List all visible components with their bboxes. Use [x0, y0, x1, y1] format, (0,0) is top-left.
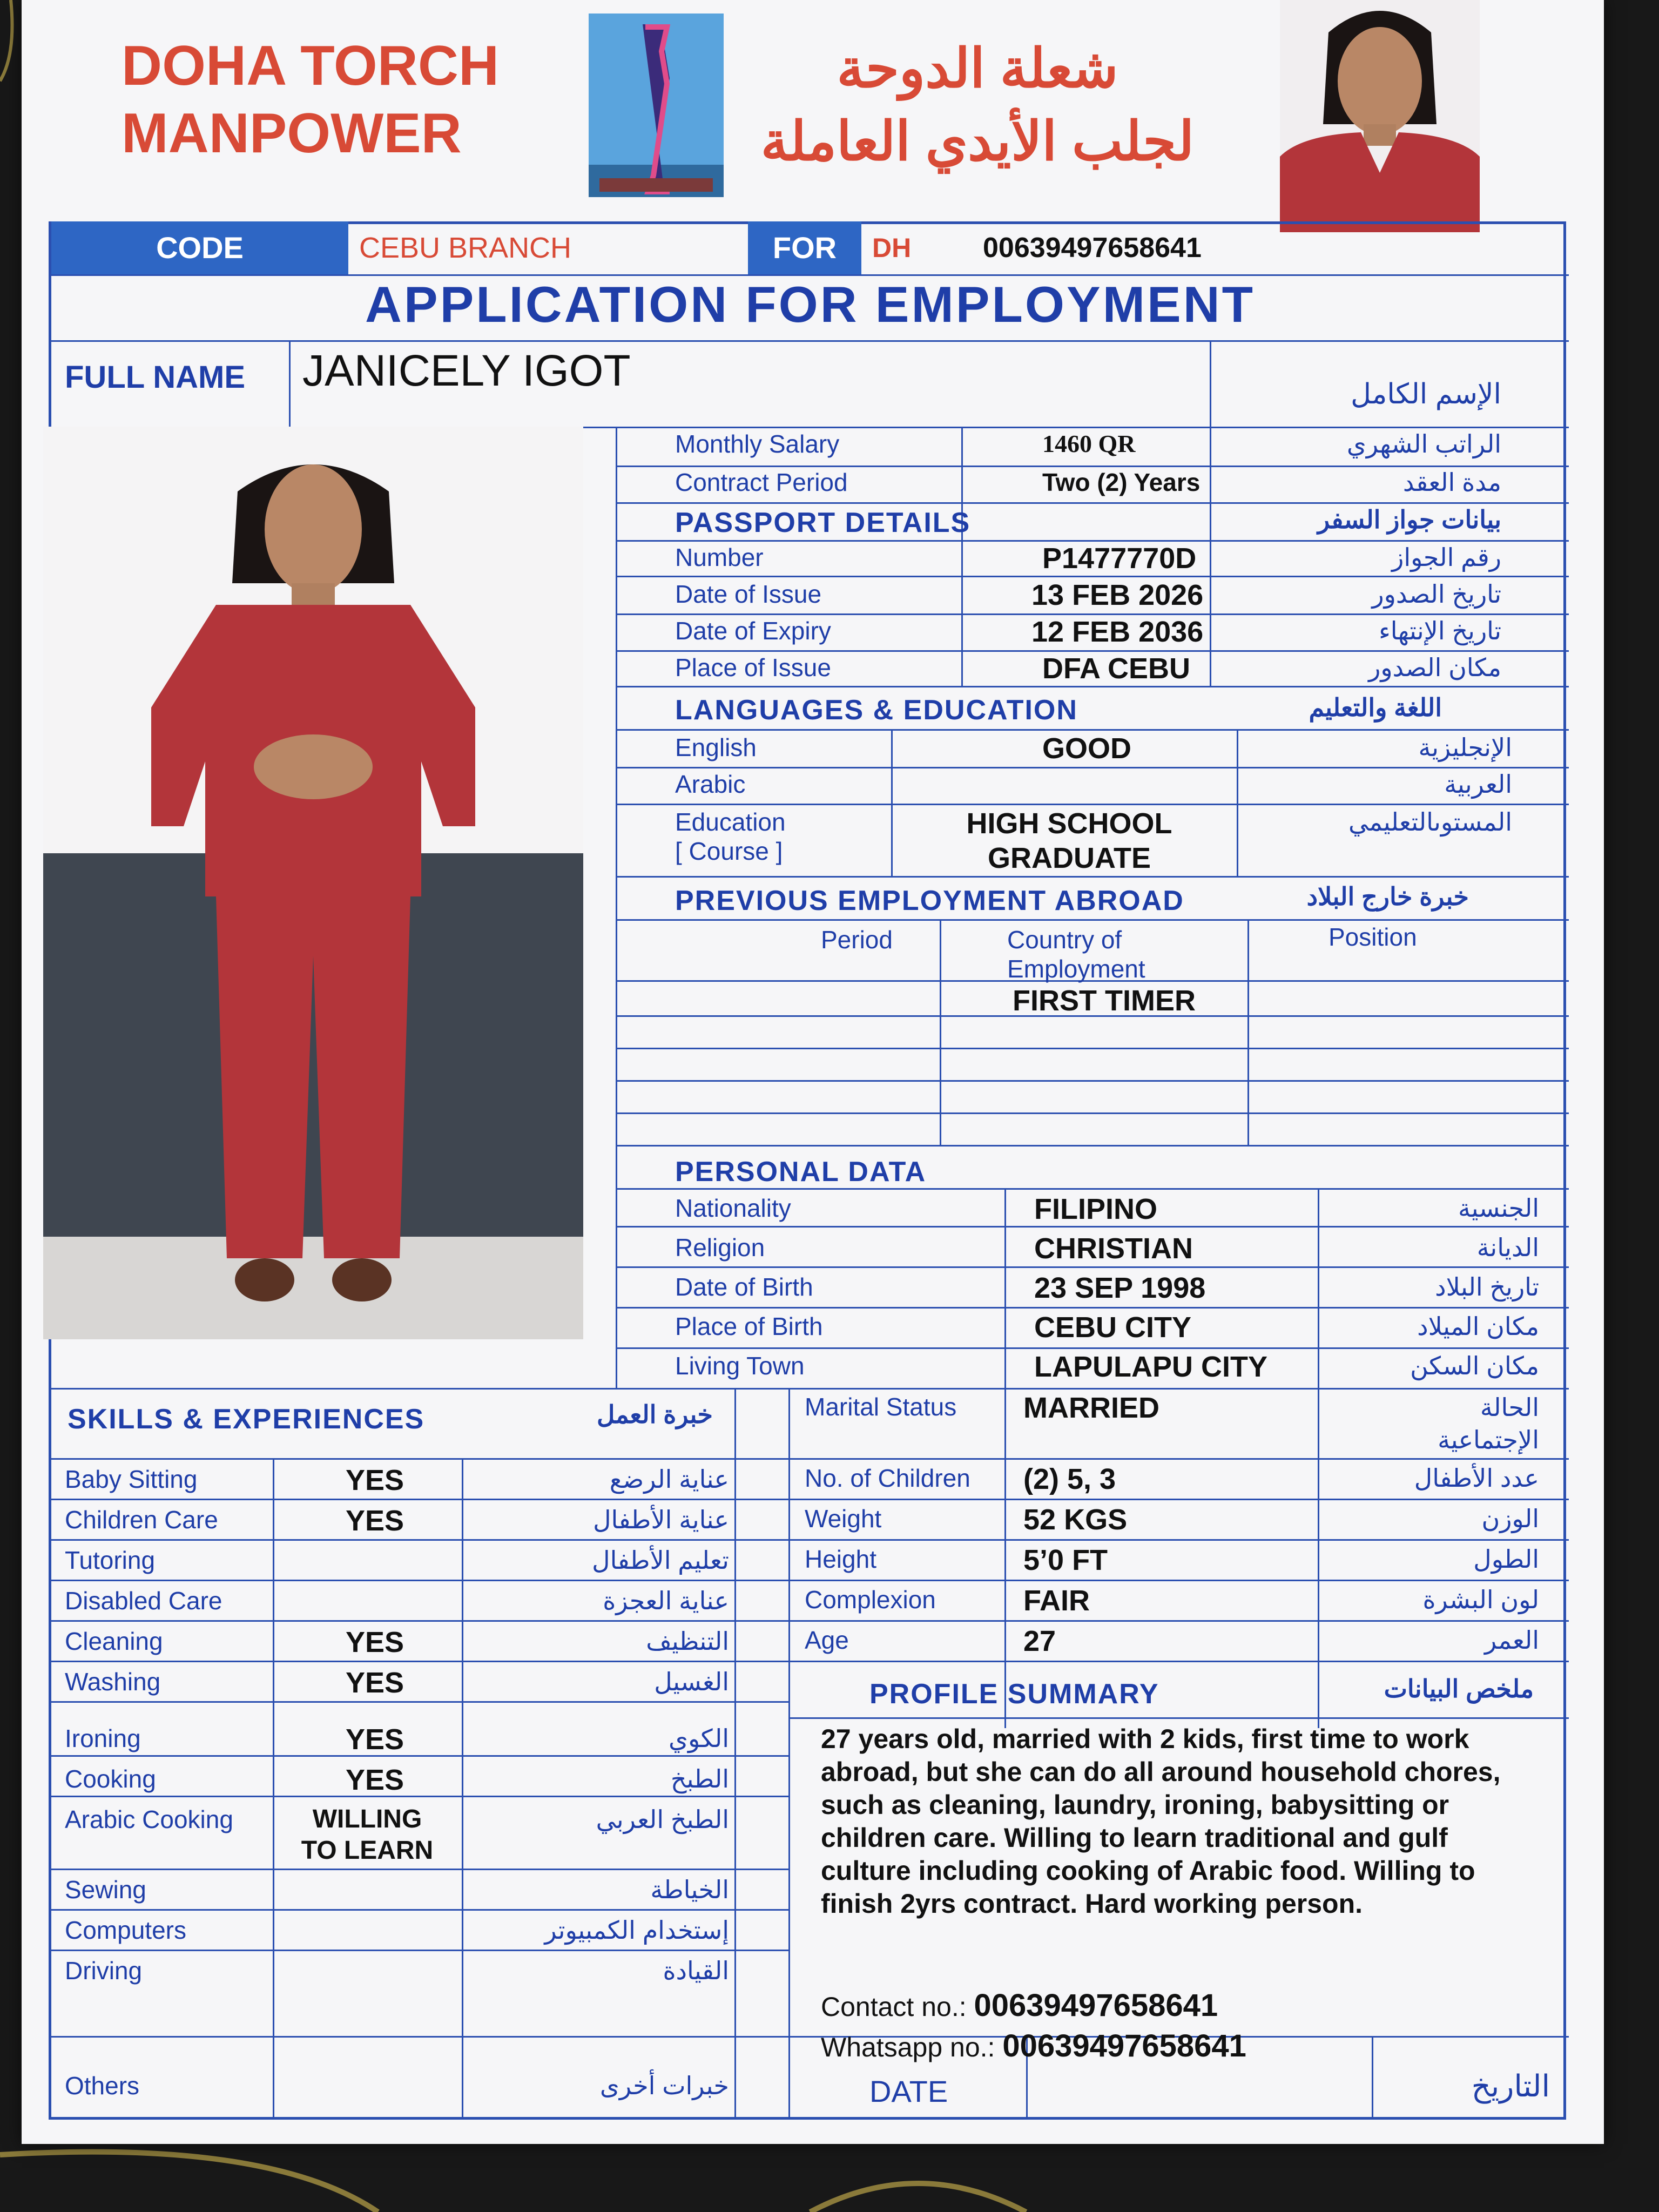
skill-driving-ar: القيادة [663, 1957, 729, 1985]
marital-ar-line1: الحالة [1480, 1393, 1539, 1421]
code-label: CODE [51, 221, 348, 274]
skill-cleaning-label: Cleaning [65, 1627, 163, 1655]
weight-label: Weight [805, 1505, 882, 1533]
contact-line [821, 1987, 1218, 2024]
passport-number-value: P1477770D [1042, 542, 1197, 575]
height-value: 5’0 FT [1023, 1544, 1108, 1576]
living-town-label: Living Town [675, 1352, 805, 1380]
height-label-ar: الطول [1473, 1545, 1539, 1573]
contact-value: 00639497658641 [974, 1988, 1218, 2023]
profile-summary-heading-ar: ملخص البيانات [1384, 1675, 1534, 1703]
issue-date-label: Date of Issue [675, 580, 822, 608]
applicant-full-body-photo [43, 427, 583, 1339]
arabic-cooking-value-line1: WILLING [312, 1805, 422, 1833]
prev-employment-heading: PREVIOUS EMPLOYMENT ABROAD [675, 885, 1184, 916]
passport-number-label-ar: رقم الجواز [1392, 543, 1501, 571]
skill-cooking-value: YES [346, 1764, 404, 1796]
skill-cleaning-value: YES [346, 1626, 404, 1658]
skill-ironing-value: YES [346, 1723, 404, 1756]
skill-arabic-cooking-ar: الطبخ العربي [596, 1805, 729, 1833]
skill-driving-label: Driving [65, 1957, 143, 1985]
children-label-ar: عدد الأطفال [1414, 1464, 1539, 1492]
whatsapp-value: 00639497658641 [1002, 2028, 1246, 2063]
weight-label-ar: الوزن [1481, 1505, 1539, 1533]
birth-date-label: Date of Birth [675, 1273, 813, 1301]
marital-ar-line2: الإجتماعية [1438, 1426, 1539, 1454]
skill-tutoring-ar: تعليم الأطفال [592, 1546, 729, 1574]
expiry-date-value: 12 FEB 2036 [1031, 616, 1204, 648]
education-label-line1: Education [675, 808, 786, 836]
weight-value: 52 KGS [1023, 1503, 1128, 1536]
issue-place-label-ar: مكان الصدور [1368, 653, 1501, 682]
skill-children-care-ar: عناية الأطفال [593, 1506, 729, 1534]
education-label-line2: [ Course ] [675, 837, 783, 865]
skill-washing-label: Washing [65, 1668, 161, 1696]
skill-computers-label: Computers [65, 1916, 186, 1944]
arabic-cooking-value-line2: TO LEARN [301, 1836, 434, 1865]
prev-employment-heading-ar: خبرة خارج البلاد [1306, 882, 1469, 911]
skill-cleaning-ar: التنظيف [646, 1627, 729, 1655]
issue-place-label: Place of Issue [675, 653, 831, 682]
skill-cooking-ar: الطبخ [670, 1765, 729, 1793]
english-value: GOOD [1042, 732, 1132, 765]
date-label: DATE [869, 2074, 948, 2108]
marital-status-label: Marital Status [805, 1393, 957, 1421]
monthly-salary-label-ar: الراتب الشهري [1346, 430, 1501, 458]
birth-date-value: 23 SEP 1998 [1034, 1272, 1206, 1304]
skill-children-care-label: Children Care [65, 1506, 218, 1534]
education-value [907, 806, 1231, 875]
children-label: No. of Children [805, 1464, 970, 1492]
skill-sewing-ar: الخياطة [650, 1876, 729, 1904]
torch-tower-logo [589, 14, 724, 197]
expiry-date-label-ar: تاريخ الإنتهاء [1379, 617, 1501, 645]
company-name-en [122, 32, 499, 167]
first-timer-value: FIRST TIMER [1013, 984, 1196, 1017]
skill-cooking-label: Cooking [65, 1765, 156, 1793]
contract-period-label-ar: مدة العقد [1402, 468, 1501, 496]
marital-status-value: MARRIED [1023, 1392, 1159, 1424]
living-town-value: LAPULAPU CITY [1034, 1351, 1267, 1383]
birth-place-value: CEBU CITY [1034, 1311, 1192, 1344]
education-value-line2: GRADUATE [988, 842, 1151, 874]
education-label-ar: المستوىالتعليمي [1348, 808, 1512, 836]
skill-baby-sitting-label: Baby Sitting [65, 1465, 198, 1493]
date-label-ar: التاريخ [1471, 2069, 1550, 2103]
full-name-label-ar: الإسم الكامل [1351, 379, 1501, 410]
arabic-label-ar: العربية [1444, 770, 1512, 798]
profile-summary-heading: PROFILE SUMMARY [869, 1678, 1159, 1710]
issue-date-value: 13 FEB 2026 [1031, 579, 1204, 611]
skill-baby-sitting-value: YES [346, 1464, 404, 1496]
education-value-line1: HIGH SCHOOL [966, 807, 1172, 840]
living-town-label-ar: مكان السكن [1410, 1352, 1539, 1380]
nationality-label-ar: الجنسية [1458, 1194, 1539, 1222]
personal-data-heading: PERSONAL DATA [675, 1156, 927, 1188]
age-value: 27 [1023, 1625, 1056, 1657]
education-label [675, 807, 786, 866]
skill-children-care-value: YES [346, 1505, 404, 1537]
languages-heading: LANGUAGES & EDUCATION [675, 694, 1078, 726]
skill-others-ar: خبرات أخرى [599, 2072, 729, 2100]
nationality-value: FILIPINO [1034, 1193, 1157, 1225]
expiry-date-label: Date of Expiry [675, 617, 831, 645]
company-name-ar-line2: لجلب الأيدي العاملة [760, 111, 1195, 172]
company-name-line1: DOHA TORCH [122, 35, 500, 97]
skill-baby-sitting-ar: عناية الرضع [609, 1465, 729, 1493]
children-value: (2) 5, 3 [1023, 1463, 1116, 1495]
company-name-ar-line1: شعلة الدوحة [837, 38, 1118, 99]
form-title: APPLICATION FOR EMPLOYMENT [365, 276, 1256, 333]
col-country [1007, 925, 1145, 983]
english-label: English [675, 733, 757, 761]
profile-summary-text: 27 years old, married with 2 kids, first time to work abroad, but she can do all around household chores, such as cleaning, laundry, ironing, babysitting or children care. Willing to learn traditional and gulf culture including cooking of Arabic food. Willing to finish 2yrs contract. Hard working person. [821, 1724, 1501, 1919]
skills-heading: SKILLS & EXPERIENCES [68, 1404, 425, 1435]
arabic-label: Arabic [675, 770, 746, 798]
birth-place-label: Place of Birth [675, 1312, 823, 1340]
skill-disabled-care-ar: عناية العجزة [603, 1587, 729, 1615]
monthly-salary-value: 1460 QR [1042, 430, 1136, 457]
english-label-ar: الإنجليزية [1418, 733, 1512, 761]
nationality-label: Nationality [675, 1194, 791, 1222]
issue-date-label-ar: تاريخ الصدور [1372, 580, 1501, 608]
height-label: Height [805, 1545, 876, 1573]
full-name-value: JANICELY IGOT [302, 346, 631, 395]
for-value: DH [872, 233, 912, 263]
contact-label: Contact no.: [821, 1992, 967, 2022]
issue-place-value: DFA CEBU [1042, 652, 1191, 685]
complexion-label: Complexion [805, 1586, 936, 1614]
company-name-line2: MANPOWER [122, 102, 462, 165]
skill-computers-ar: إستخدام الكمبيوتر [544, 1916, 729, 1944]
passport-heading-ar: بيانات جواز السفر [1317, 505, 1501, 534]
whatsapp-line [821, 2028, 1246, 2064]
passport-heading: PASSPORT DETAILS [675, 507, 971, 538]
application-form [22, 0, 1604, 2144]
col-country-line2: Employment [1007, 955, 1145, 983]
code-number: 00639497658641 [983, 232, 1202, 264]
religion-value: CHRISTIAN [1034, 1232, 1193, 1265]
marital-status-label-ar [1328, 1391, 1539, 1456]
skill-washing-value: YES [346, 1667, 404, 1699]
skill-others-label: Others [65, 2072, 140, 2100]
branch-name: CEBU BRANCH [359, 232, 572, 264]
skill-arabic-cooking-label: Arabic Cooking [65, 1805, 233, 1833]
religion-label: Religion [675, 1233, 765, 1262]
whatsapp-label: Whatsapp no.: [821, 2032, 995, 2062]
age-label-ar: العمر [1485, 1626, 1539, 1654]
skill-ironing-ar: الكوي [669, 1724, 729, 1752]
complexion-label-ar: لون البشرة [1422, 1586, 1539, 1614]
skill-tutoring-label: Tutoring [65, 1546, 156, 1574]
skill-arabic-cooking-value [281, 1804, 454, 1866]
skills-heading-ar: خبرة العمل [597, 1400, 713, 1428]
birth-date-label-ar: تاريخ البلاد [1435, 1273, 1539, 1301]
skill-sewing-label: Sewing [65, 1876, 146, 1904]
company-name-ar [740, 32, 1215, 178]
skill-disabled-care-label: Disabled Care [65, 1587, 222, 1615]
skill-washing-ar: الغسيل [654, 1668, 729, 1696]
contract-period-label: Contract Period [675, 468, 848, 496]
contract-period-value: Two (2) Years [1042, 468, 1201, 496]
skill-ironing-label: Ironing [65, 1724, 141, 1752]
col-period: Period [821, 926, 893, 954]
religion-label-ar: الديانة [1476, 1233, 1539, 1262]
col-country-line1: Country of [1007, 926, 1122, 954]
full-name-label: FULL NAME [65, 360, 246, 395]
age-label: Age [805, 1626, 849, 1654]
for-label: FOR [748, 221, 861, 274]
birth-place-label-ar: مكان الميلاد [1417, 1312, 1539, 1340]
complexion-value: FAIR [1023, 1584, 1090, 1617]
applicant-portrait-photo [1280, 0, 1480, 232]
languages-heading-ar: اللغة والتعليم [1309, 693, 1442, 721]
col-position: Position [1328, 923, 1417, 951]
monthly-salary-label: Monthly Salary [675, 430, 840, 458]
passport-number-label: Number [675, 543, 764, 571]
